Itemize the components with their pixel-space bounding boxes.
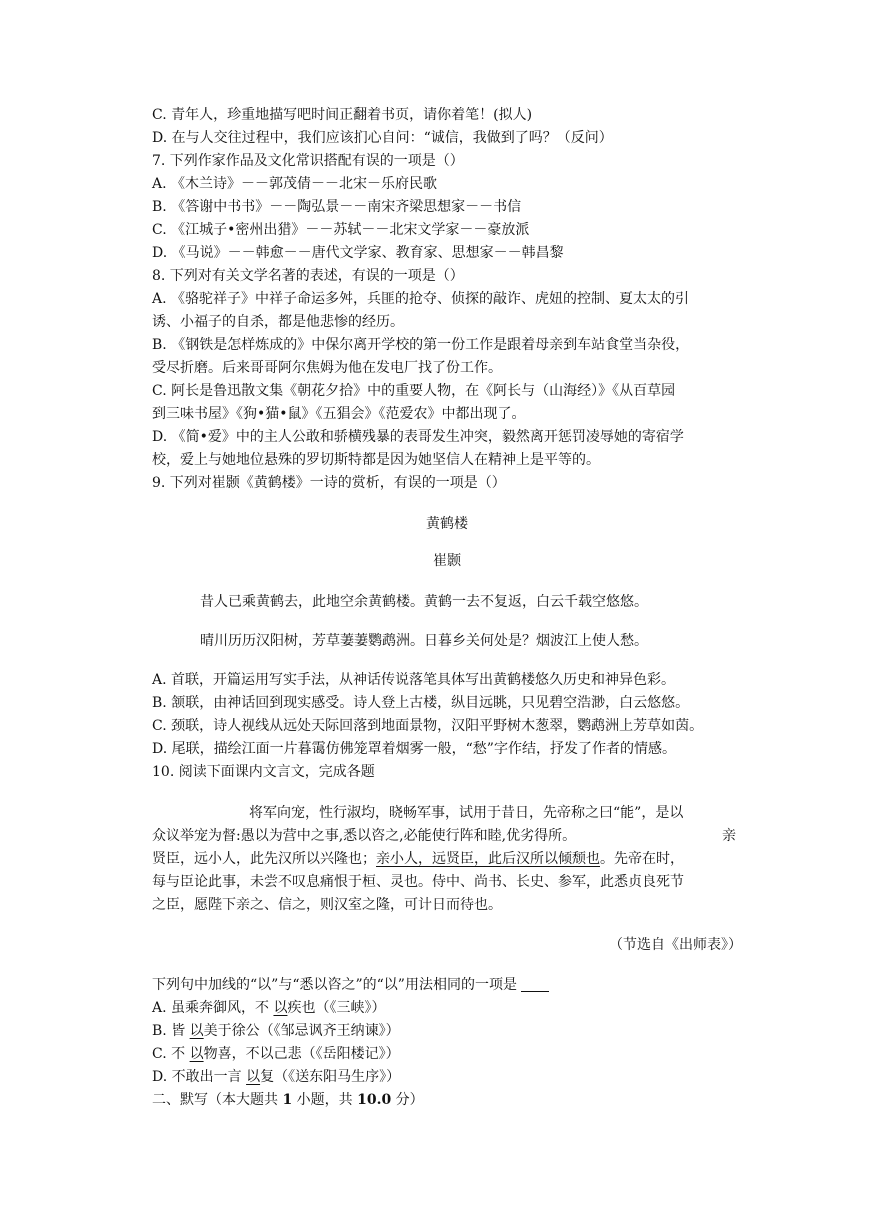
answer-blank[interactable]	[521, 977, 549, 992]
q10-option-a-marked: 以	[273, 1000, 288, 1016]
q7-stem: 7. 下列作家作品及文化常识搭配有误的一项是（）	[152, 153, 464, 169]
q7-option-a: A. 《木兰诗》－－郭茂倩－－北宋－乐府民歌	[152, 176, 438, 192]
q8-stem: 8. 下列对有关文学名著的表述，有误的一项是（）	[152, 268, 464, 284]
q10-option-d-post: 复（《送东阳马生序》）	[260, 1069, 401, 1085]
passage-line-3-text: 贤臣，远小人，此先汉所以兴隆也；	[152, 851, 376, 867]
section-2-pre: 二、默写（本大题共	[152, 1092, 283, 1108]
q10-option-b-pre: B. 皆	[152, 1023, 190, 1039]
passage-line-5: 之臣，愿陛下亲之、信之，则汉室之隆，可计日而待也。	[152, 897, 502, 913]
q8-option-a-line1: A. 《骆驼祥子》中祥子命运多舛，兵匪的抢夺、侦探的敲诈、虎妞的控制、夏太太的引	[152, 291, 690, 307]
passage-line-4: 每与臣论此事，未尝不叹息痛恨于桓、灵也。侍中、尚书、长史、参军，此悉贞良死节	[152, 874, 684, 890]
passage-source: （节选自《出师表》）	[609, 937, 742, 953]
poem-line-2: 晴川历历汉阳树，芳草萋萋鹦鹉洲。日暮乡关何处是？烟波江上使人愁。	[200, 633, 648, 649]
q9-option-b: B. 颔联，由神话回到现实感受。诗人登上古楼，纵目远眺，只见碧空浩渺，白云悠悠。	[152, 695, 690, 711]
section-2-post: 分）	[391, 1092, 424, 1108]
q10-stem: 10. 阅读下面课内文言文，完成各题	[152, 764, 375, 780]
section-2-heading	[152, 1089, 742, 1112]
q10-sub-stem	[152, 974, 742, 997]
q9-stem: 9. 下列对崔颢《黄鹤楼》一诗的赏析，有误的一项是（）	[152, 475, 506, 491]
q10-option-b-post: 美于徐公（《邹忌讽齐王纳谏》）	[203, 1023, 400, 1039]
q8-option-b-line1: B. 《钢铁是怎样炼成的》中保尔离开学校的第一份工作是跟着母亲到车站食堂当杂役，	[152, 337, 690, 353]
q10-option-c-post: 物喜，不以己悲（《岳阳楼记》）	[203, 1046, 400, 1062]
q6-option-d: D. 在与人交往过程中，我们应该扪心自问：“诚信，我做到了吗？（反问）	[152, 130, 613, 146]
q10-option-b	[152, 1020, 742, 1043]
q7-option-b: B. 《答谢中书书》－－陶弘景－－南宋齐梁思想家－－书信	[152, 199, 522, 215]
q7-option-d: D. 《马说》－－韩愈－－唐代文学家、教育家、思想家－－韩昌黎	[152, 245, 564, 261]
passage-line-2-end: 亲	[722, 828, 736, 844]
poem-title: 黄鹤楼	[426, 516, 468, 532]
q10-option-a	[152, 997, 742, 1020]
q9-option-a: A. 首联，开篇运用写实手法，从神话传说落笔具体写出黄鹤楼悠久历史和神异色彩。	[152, 672, 676, 688]
q6-option-c: C. 青年人，珍重地描写吧时间正翻着书页，请你着笔！(拟人)	[152, 107, 533, 123]
q8-option-a-line2: 诱、小福子的自杀，都是他悲惨的经历。	[152, 314, 404, 330]
q10-option-a-post: 疾也（《三峡》）	[287, 1000, 386, 1016]
q10-option-c	[152, 1043, 742, 1066]
q7-option-c: C. 《江城子•密州出猎》－－苏轼－－北宋文学家－－豪放派	[152, 222, 530, 238]
q10-option-d	[152, 1066, 742, 1089]
q10-option-a-pre: A. 虽乘奔御风，不	[152, 1000, 274, 1016]
q10-option-c-pre: C. 不	[152, 1046, 190, 1062]
q9-option-c: C. 颈联，诗人视线从远处天际回落到地面景物，汉阳平野树木葱翠，鹦鹉洲上芳草如茵。	[152, 718, 704, 734]
section-2-count: 1	[282, 1092, 293, 1108]
q10-option-c-marked: 以	[189, 1046, 204, 1062]
poem-author: 崔颢	[433, 553, 461, 569]
poem-line-1: 昔人已乘黄鹤去，此地空余黄鹤楼。黄鹤一去不复返，白云千载空悠悠。	[200, 594, 648, 610]
passage-line-3-tail: 。先帝在时，	[600, 851, 684, 867]
passage-line-2-text: 众议举宠为督:愚以为营中之事,悉以咨之,必能使行阵和睦,优劣得所。	[152, 828, 577, 844]
q10-option-d-marked: 以	[246, 1069, 261, 1085]
section-2-mid: 小题，共	[292, 1092, 358, 1108]
q8-option-b-line2: 受尽折磨。后来哥哥阿尔焦姆为他在发电厂找了份工作。	[152, 360, 502, 376]
passage-line-2	[152, 825, 742, 848]
q10-option-b-marked: 以	[189, 1023, 204, 1039]
section-2-score: 10.0	[357, 1092, 392, 1108]
q8-option-d-line1: D. 《简•爱》中的主人公敢和骄横残暴的表哥发生冲突，毅然离开惩罚凌辱她的寄宿学	[152, 429, 684, 445]
q10-option-d-pre: D. 不敢出一言	[152, 1069, 247, 1085]
q10-sub-stem-text: 下列句中加线的“以”与“悉以咨之”的“以”用法相同的一项是	[152, 977, 517, 993]
q8-option-d-line2: 校，爱上与她地位悬殊的罗切斯特都是因为她坚信人在精神上是平等的。	[152, 452, 600, 468]
passage-line-3	[152, 848, 742, 871]
q8-option-c-line1: C. 阿长是鲁迅散文集《朝花夕拾》中的重要人物，在《阿长与（山海经）》《从百草园	[152, 383, 676, 399]
q9-option-d: D. 尾联，描绘江面一片暮霭仿佛笼罩着烟雾一般，“愁”字作结，抒发了作者的情感。	[152, 741, 676, 757]
q8-option-c-line2: 到三味书屋》《狗•猫•鼠》《五猖会》《范爱农》中都出现了。	[152, 406, 526, 422]
passage-line-1: 将军向宠，性行淑均，晓畅军事，试用于昔日，先帝称之曰“能”，是以	[249, 805, 684, 821]
underlined-sentence: 亲小人，远贤臣，此后汉所以倾颓也	[376, 851, 600, 867]
